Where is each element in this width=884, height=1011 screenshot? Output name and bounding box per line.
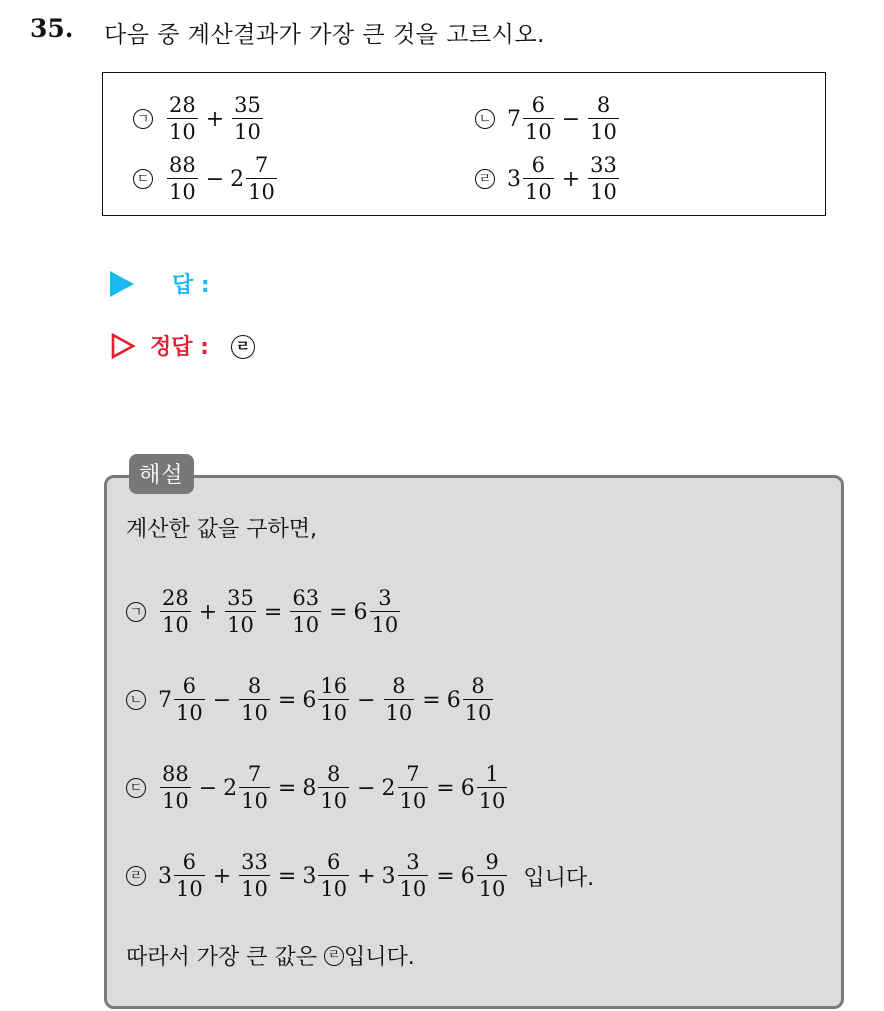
fraction: $\frac{6}{10}$ (176, 674, 203, 725)
question-number: 35. (30, 14, 74, 43)
fraction: $\frac{88}{10}$ (169, 153, 196, 204)
fraction: $\frac{6}{10}$ (320, 850, 348, 901)
solution-intro: 계산한 값을 구하면, (126, 517, 317, 542)
fraction: $\frac{6}{10}$ (525, 153, 552, 204)
conclusion-marker: ㄹ (324, 946, 344, 966)
key-answer-label: 정답 : (150, 335, 209, 360)
solution-tag: 해설 (129, 454, 194, 494)
fraction: $\frac{8}{10}$ (385, 674, 413, 725)
line-marker: ㄹ (126, 866, 146, 886)
answer-label: 답 : (172, 273, 210, 298)
solution-box (104, 475, 844, 1009)
choice-b[interactable] (475, 95, 621, 143)
fraction: $\frac{88}{10}$ (162, 762, 189, 813)
fraction: $\frac{6}{10}$ (176, 850, 203, 901)
operator: − (561, 106, 581, 132)
fraction: $\frac{1}{10}$ (478, 762, 506, 813)
line-marker: ㄷ (126, 778, 146, 798)
fraction: $\frac{3}{10}$ (371, 586, 399, 637)
choice-marker: ㄹ (475, 169, 495, 189)
line-marker: ㄱ (126, 602, 146, 622)
fraction: $\frac{33}{10}$ (590, 153, 617, 204)
fraction: $\frac{7}{10}$ (399, 762, 427, 813)
choice-marker: ㄱ (133, 109, 153, 129)
whole-number: 3 (507, 166, 521, 192)
whole-number: 2 (230, 166, 245, 192)
fraction: $\frac{16}{10}$ (320, 674, 348, 725)
fraction: $\frac{7}{10}$ (248, 153, 275, 204)
outline-arrow-icon (110, 333, 136, 359)
whole-number: 7 (507, 106, 521, 132)
operator: − (205, 166, 225, 192)
fraction: $\frac{35}{10}$ (227, 586, 254, 637)
fraction: $\frac{8}{10}$ (320, 762, 348, 813)
fraction: $\frac{8}{10}$ (590, 93, 617, 144)
choices-box (102, 72, 826, 216)
fraction: $\frac{28}{10}$ (162, 586, 189, 637)
answer-row (110, 268, 210, 299)
question-text: 다음 중 계산결과가 가장 큰 것을 고르시오. (104, 22, 545, 48)
play-arrow-icon (110, 271, 134, 297)
choice-marker: ㄷ (133, 169, 153, 189)
conclusion-text: 따라서 가장 큰 값은 (126, 945, 324, 970)
choice-d[interactable] (475, 155, 621, 203)
fraction: $\frac{63}{10}$ (292, 586, 320, 637)
line-ending: 입니다. (523, 865, 595, 891)
choice-c[interactable] (133, 155, 279, 203)
choice-a[interactable] (133, 95, 265, 143)
fraction: $\frac{3}{10}$ (399, 850, 427, 901)
key-answer-value (231, 332, 255, 359)
solution-line-d: ㄹ 3 $\frac{6}{10}$ + $\frac{33}{10}$ = 3 $\frac{6}{10}$ + 3 $\frac{3}{10}$ = 6 $\frac{9}{10}$ 입니다. (126, 852, 594, 900)
line-marker: ㄴ (126, 690, 146, 710)
fraction: $\frac{9}{10}$ (478, 850, 506, 901)
fraction: $\frac{7}{10}$ (241, 762, 268, 813)
fraction: $\frac{8}{10}$ (464, 674, 492, 725)
solution-line-c: ㄷ $\frac{88}{10}$ − 2 $\frac{7}{10}$ = 8 $\frac{8}{10}$ − 2 $\frac{7}{10}$ = 6 $\frac{1}{10}$ (126, 764, 509, 812)
solution-line-b: ㄴ 7 $\frac{6}{10}$ − $\frac{8}{10}$ = 6 $\frac{16}{10}$ − $\frac{8}{10}$ = 6 $\frac{8}{10}$ (126, 676, 495, 724)
fraction: $\frac{6}{10}$ (525, 93, 552, 144)
conclusion-end: 입니다. (344, 945, 415, 970)
key-answer-row (110, 330, 255, 361)
answer-marker: ㄹ (231, 335, 255, 359)
choice-marker: ㄴ (475, 109, 495, 129)
solution-line-a: ㄱ $\frac{28}{10}$ + $\frac{35}{10}$ = $\frac{63}{10}$ = 6 $\frac{3}{10}$ (126, 588, 402, 636)
solution-conclusion (126, 940, 415, 971)
fraction: $\frac{35}{10}$ (234, 93, 261, 144)
fraction: $\frac{8}{10}$ (241, 674, 268, 725)
operator: + (561, 166, 581, 192)
fraction: $\frac{33}{10}$ (241, 850, 268, 901)
operator: + (205, 106, 225, 132)
fraction: $\frac{28}{10}$ (169, 93, 196, 144)
